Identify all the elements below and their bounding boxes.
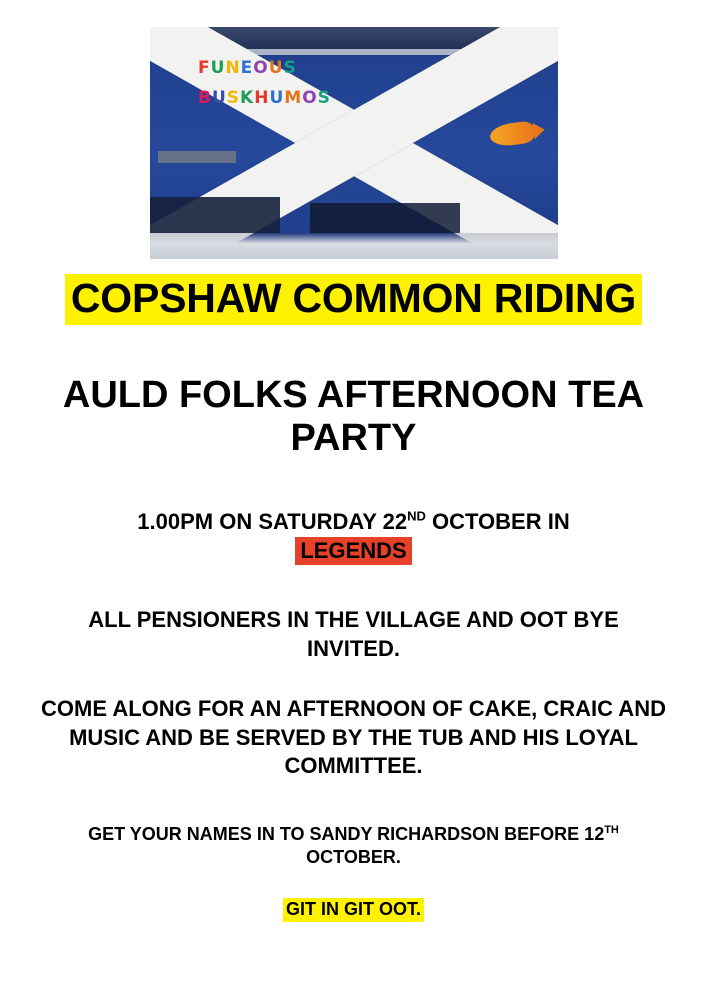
photo-dark-box-left bbox=[150, 197, 280, 233]
photo-bottom-strip bbox=[150, 233, 558, 259]
flag-graphic bbox=[150, 27, 558, 259]
flag-letters: FUNEOUS BUSKHUMOS bbox=[198, 58, 331, 108]
poster-footer bbox=[40, 898, 667, 922]
invite-paragraph: ALL PENSIONERS IN THE VILLAGE AND OOT BYE INVITED. bbox=[88, 607, 619, 661]
saltire-flag-photo bbox=[150, 27, 558, 259]
event-date-ordinal: ND bbox=[407, 508, 426, 524]
event-venue: LEGENDS bbox=[295, 537, 411, 565]
names-deadline-paragraph bbox=[40, 823, 667, 870]
names-suffix: OCTOBER. bbox=[306, 847, 401, 868]
event-time-venue bbox=[50, 508, 657, 565]
poster-title-text: COPSHAW COMMON RIDING bbox=[65, 274, 642, 325]
names-ordinal: TH bbox=[604, 824, 619, 836]
photo-dark-box-center bbox=[310, 203, 460, 233]
names-prefix: GET YOUR NAMES IN TO SANDY RICHARDSON BEFORE 12 bbox=[88, 824, 605, 844]
poster-headline: AULD FOLKS AFTERNOON TEA PARTY bbox=[62, 374, 645, 459]
poster-footer-text: GIT IN GIT OOT. bbox=[283, 898, 424, 922]
come-along-paragraph: COME ALONG FOR AN AFTERNOON OF CAKE, CRAIC AND MUSIC AND BE SERVED BY THE TUB AND HIS LOYAL COMMITTEE. bbox=[41, 696, 666, 779]
poster-title bbox=[43, 274, 664, 325]
event-time-prefix: 1.00PM ON SATURDAY 22 bbox=[137, 509, 408, 534]
orange-fish-icon bbox=[489, 120, 538, 148]
event-time-suffix: OCTOBER IN bbox=[425, 509, 570, 534]
photo-grey-bar bbox=[158, 151, 236, 163]
